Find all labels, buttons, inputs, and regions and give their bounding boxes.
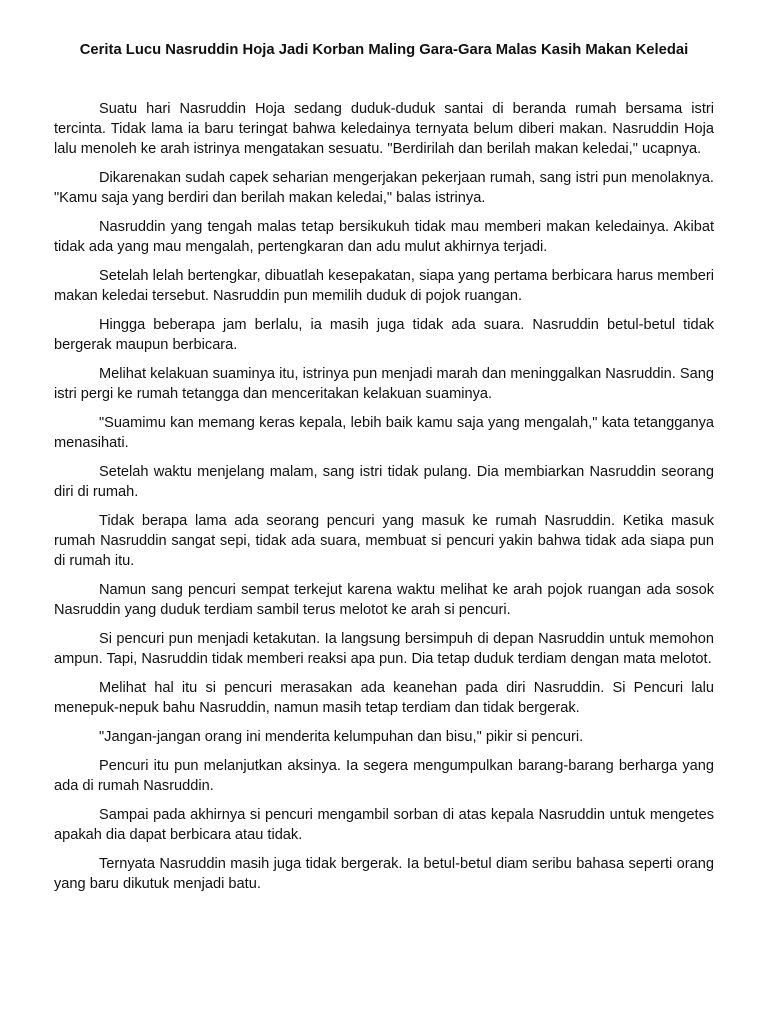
- paragraph: Tidak berapa lama ada seorang pencuri yang masuk ke rumah Nasruddin. Ketika masuk rumah Nasruddin sangat sepi, tidak ada suara, membuat si pencuri yakin bahwa tidak ada siapa pun di rumah itu.: [54, 513, 714, 569]
- document-title: Cerita Lucu Nasruddin Hoja Jadi Korban Maling Gara-Gara Malas Kasih Makan Keledai: [79, 42, 689, 58]
- paragraph: Melihat kelakuan suaminya itu, istrinya pun menjadi marah dan meninggalkan Nasruddin. Sang istri pergi ke rumah tetangga dan menceritakan kelakuan suaminya.: [54, 366, 714, 402]
- paragraph: Nasruddin yang tengah malas tetap bersikukuh tidak mau memberi makan keledainya. Akibat tidak ada yang mau mengalah, pertengkaran dan adu mulut akhirnya terjadi.: [54, 219, 714, 255]
- paragraph: Dikarenakan sudah capek seharian mengerjakan pekerjaan rumah, sang istri pun menolaknya. "Kamu saja yang berdiri dan berilah makan keledai," balas istrinya.: [54, 170, 714, 206]
- paragraph: Melihat hal itu si pencuri merasakan ada keanehan pada diri Nasruddin. Si Pencuri lalu menepuk-nepuk bahu Nasruddin, namun masih tetap terdiam dan tidak bergerak.: [54, 680, 714, 716]
- paragraph: Pencuri itu pun melanjutkan aksinya. Ia segera mengumpulkan barang-barang berharga yang ada di rumah Nasruddin.: [54, 758, 714, 794]
- paragraph: Suatu hari Nasruddin Hoja sedang duduk-duduk santai di beranda rumah bersama istri tercinta. Tidak lama ia baru teringat bahwa keledainya ternyata belum diberi makan. Nasruddin Hoja lalu menoleh ke arah istrinya mengatakan sesuatu. "Berdirilah dan berilah makan keledai," ucapnya.: [54, 101, 714, 157]
- paragraph: Sampai pada akhirnya si pencuri mengambil sorban di atas kepala Nasruddin untuk mengetes apakah dia dapat berbicara atau tidak.: [54, 807, 714, 843]
- paragraph: Setelah lelah bertengkar, dibuatlah kesepakatan, siapa yang pertama berbicara harus memberi makan keledai tersebut. Nasruddin pun memilih duduk di pojok ruangan.: [54, 268, 714, 304]
- paragraph: "Suamimu kan memang keras kepala, lebih baik kamu saja yang mengalah," kata tetangganya menasihati.: [54, 415, 714, 451]
- paragraph: Namun sang pencuri sempat terkejut karena waktu melihat ke arah pojok ruangan ada sosok Nasruddin yang duduk terdiam sambil terus melotot ke arah si pencuri.: [54, 582, 714, 618]
- document-page: [54, 40, 714, 903]
- paragraph: Si pencuri pun menjadi ketakutan. Ia langsung bersimpuh di depan Nasruddin untuk memohon ampun. Tapi, Nasruddin tidak memberi reaksi apa pun. Dia tetap duduk terdiam dengan mata melotot.: [54, 631, 714, 667]
- document-body: [54, 99, 714, 894]
- paragraph: Setelah waktu menjelang malam, sang istri tidak pulang. Dia membiarkan Nasruddin seorang diri di rumah.: [54, 464, 714, 500]
- paragraph: Ternyata Nasruddin masih juga tidak bergerak. Ia betul-betul diam seribu bahasa seperti orang yang baru dikutuk menjadi batu.: [54, 856, 714, 892]
- paragraph: "Jangan-jangan orang ini menderita kelumpuhan dan bisu," pikir si pencuri.: [99, 729, 584, 745]
- paragraph: Hingga beberapa jam berlalu, ia masih juga tidak ada suara. Nasruddin betul-betul tidak bergerak maupun berbicara.: [54, 317, 714, 353]
